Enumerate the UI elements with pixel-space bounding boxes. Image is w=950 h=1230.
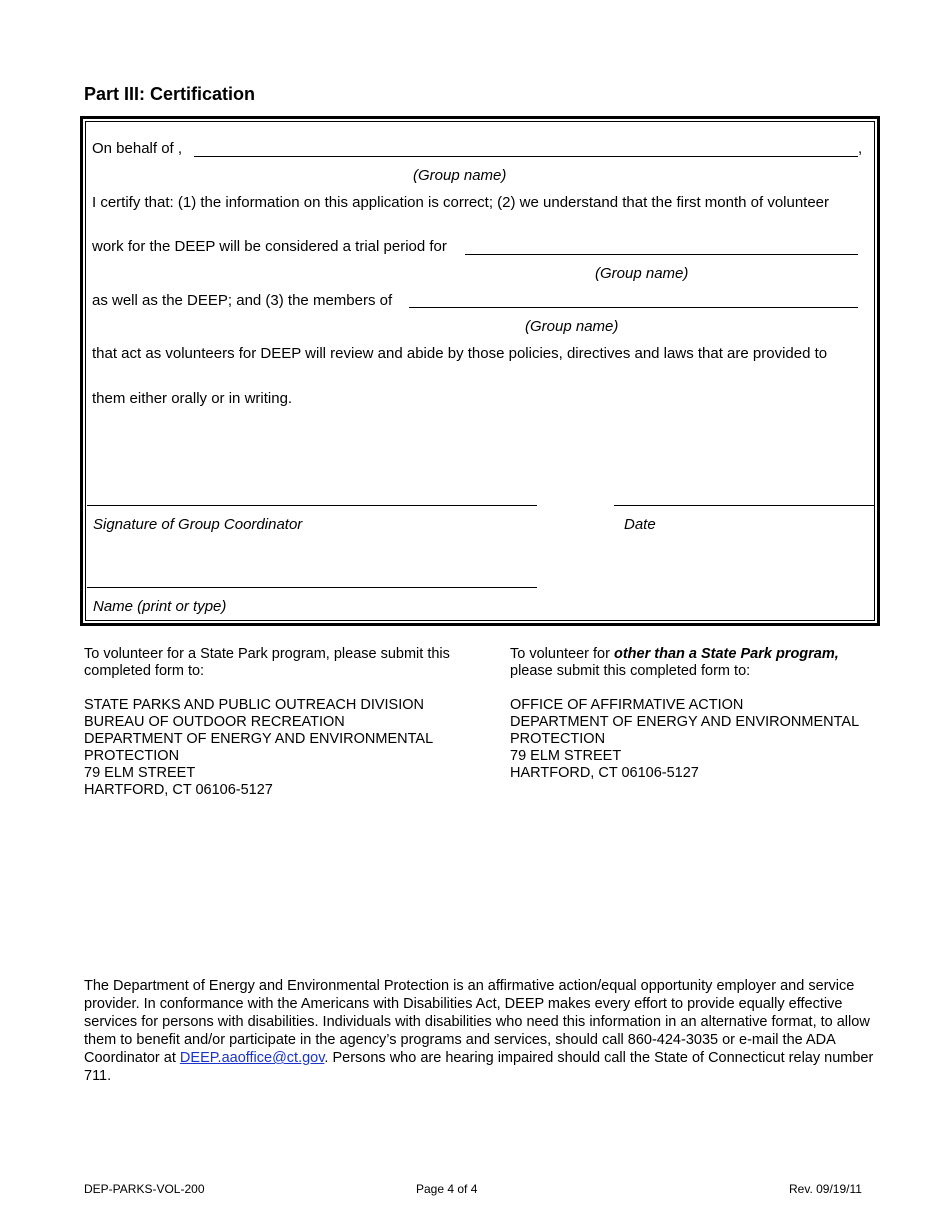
group-name-field-1[interactable] (194, 138, 858, 156)
page-number: Page 4 of 4 (416, 1182, 478, 1196)
certify-text-line-4: that act as volunteers for DEEP will review and abide by those policies, directives and laws that are provided to (92, 345, 828, 362)
other-program-intro-suffix: please submit this completed form to: (510, 663, 751, 679)
group-name-field-3[interactable] (409, 289, 858, 307)
other-program-address-line: OFFICE OF AFFIRMATIVE ACTION (510, 697, 744, 713)
revision-date: Rev. 09/19/11 (789, 1182, 862, 1196)
name-label: Name (print or type) (93, 598, 227, 615)
group-name-hint-1: (Group name) (413, 167, 507, 184)
trailing-comma: , (858, 140, 863, 157)
ada-email-link[interactable]: DEEP.aaoffice@ct.gov (179, 1050, 325, 1066)
state-park-address-line: PROTECTION (84, 748, 180, 764)
ada-notice: The Department of Energy and Environmental Protection is an affirmative action/equal opportunity employer and service provider. In conformance with the Americans with Disabilities Act, DEEP makes every effort to provide equally effective services for persons with disabilities. Individuals with disabilities who need this information in an alternative format, to allow them to benefit and/or participate in the agency’s programs and services, should call 860-424-3035 or e-mail the ADA Coordinator at DEEP.aaoffice@ct.gov. Persons who are hearing impaired should call the State of Connecticut relay number 711. (84, 978, 874, 1084)
other-program-address-line: 79 ELM STREET (510, 748, 622, 764)
group-name-underline-2 (465, 254, 858, 255)
signature-label: Signature of Group Coordinator (93, 516, 303, 533)
group-name-hint-2: (Group name) (595, 265, 689, 282)
state-park-address-line: 79 ELM STREET (84, 765, 196, 781)
state-park-address-line: BUREAU OF OUTDOOR RECREATION (84, 714, 345, 730)
on-behalf-of-label: On behalf of , (92, 140, 183, 157)
name-line (87, 587, 537, 588)
form-id: DEP-PARKS-VOL-200 (84, 1182, 205, 1196)
group-name-hint-3: (Group name) (525, 318, 619, 335)
group-name-underline-3 (409, 307, 858, 308)
signature-line (87, 505, 537, 506)
certify-text-line-2: work for the DEEP will be considered a trial period for (92, 238, 447, 255)
other-program-address-line: HARTFORD, CT 06106-5127 (510, 765, 699, 781)
other-program-instructions (510, 646, 890, 782)
certify-text-line-3: as well as the DEEP; and (3) the members of (92, 292, 393, 309)
date-field[interactable] (614, 486, 874, 504)
date-line (614, 505, 874, 506)
state-park-address-line: HARTFORD, CT 06106-5127 (84, 782, 273, 798)
state-park-instructions (84, 646, 489, 799)
other-program-address-line: DEPARTMENT OF ENERGY AND ENVIRONMENTAL (510, 714, 860, 730)
other-program-intro: To volunteer for other than a State Park program, (510, 646, 839, 662)
page-title: Part III: Certification (84, 84, 256, 104)
state-park-intro: To volunteer for a State Park program, please submit this completed form to: (84, 646, 450, 679)
state-park-address-line: STATE PARKS AND PUBLIC OUTREACH DIVISION (84, 697, 425, 713)
group-name-field-2[interactable] (465, 236, 858, 254)
state-park-address-line: DEPARTMENT OF ENERGY AND ENVIRONMENTAL (84, 731, 434, 747)
group-name-underline-1 (194, 156, 858, 157)
date-label: Date (624, 516, 656, 533)
name-field[interactable] (87, 568, 537, 586)
certify-text-line-1: I certify that: (1) the information on this application is correct; (2) we understand that the first month of volunteer (92, 194, 830, 211)
signature-field[interactable] (87, 486, 537, 504)
other-program-address-line: PROTECTION (510, 731, 606, 747)
certify-text-line-5: them either orally or in writing. (92, 390, 293, 407)
other-program-emphasis: other than a State Park program, (613, 646, 839, 662)
